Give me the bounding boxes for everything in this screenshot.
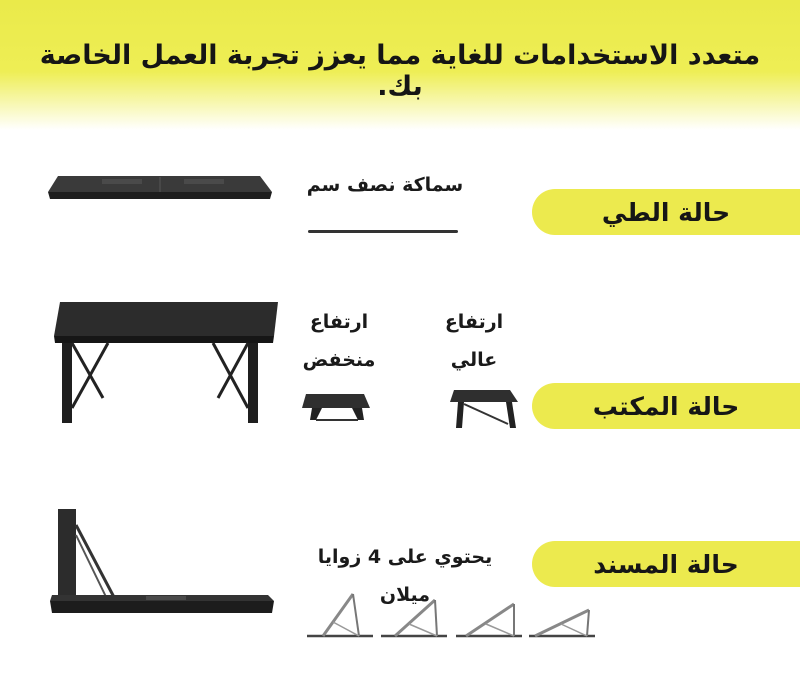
tilt-angle-icon-2 bbox=[377, 590, 449, 640]
tilt-angles-note: يحتوي على 4 زوايا ميلان bbox=[317, 546, 493, 606]
stand-state-label: حالة المسند bbox=[532, 541, 800, 587]
folded-state-label: حالة الطي bbox=[532, 189, 800, 235]
desk-table-image bbox=[48, 298, 283, 428]
tilt-angle-icon-3 bbox=[452, 592, 524, 640]
thickness-divider bbox=[308, 230, 458, 233]
tilt-angle-icon-1 bbox=[303, 588, 375, 640]
thickness-note: سماكة نصف سم bbox=[306, 174, 464, 196]
low-desk-icon bbox=[302, 390, 372, 430]
stand-table-image bbox=[46, 505, 276, 620]
high-height-note: ارتفاع عالي bbox=[444, 311, 504, 371]
low-height-note: ارتفاع منخفض bbox=[302, 311, 376, 371]
desk-state-label: حالة المكتب bbox=[532, 383, 800, 429]
folded-table-image bbox=[44, 168, 274, 208]
high-desk-icon bbox=[450, 386, 522, 434]
tilt-angle-icon-4 bbox=[525, 594, 597, 640]
page-headline: متعدد الاستخدامات للغاية مما يعزز تجربة العمل الخاصة بك. bbox=[39, 40, 761, 102]
